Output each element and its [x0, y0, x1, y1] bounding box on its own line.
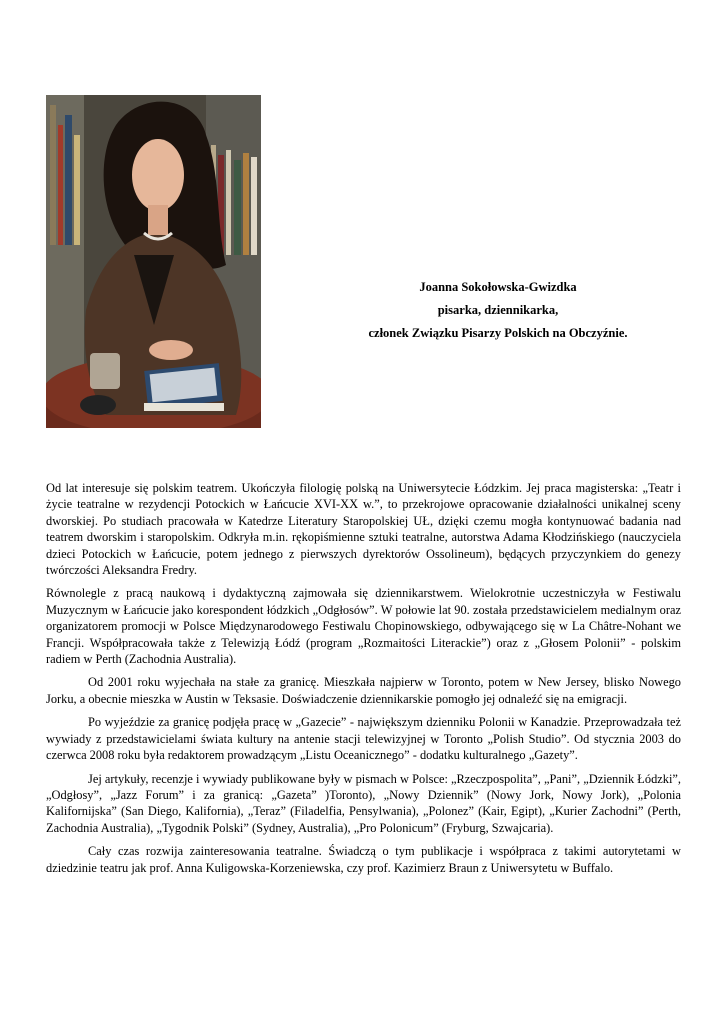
paragraph: Od 2001 roku wyjechała na stałe za granicę. Mieszkała najpierw w Toronto, potem w New Jersey, blisko Nowego Jorku, a obecnie mieszka w Austin w Teksasie. Doświadczenie dziennikarskie pomogło jej odnaleźć się na emigracji. — [46, 675, 681, 706]
author-header — [318, 276, 678, 345]
author-name: Joanna Sokołowska-Gwizdka — [419, 280, 577, 294]
author-membership: członek Związku Pisarzy Polskich na Obczyźnie. — [368, 326, 628, 340]
author-roles: pisarka, dziennikarka, — [437, 303, 559, 317]
paragraph: Jej artykuły, recenzje i wywiady publikowane były w pismach w Polsce: „Rzeczpospolita”, „Pani”, „Dziennik Łódzki”, „Odgłosy”, „Jazz Forum” i za granicą: „Gazeta” )Toronto), „Nowy Dziennik” (Nowy Jork, Nowy Jork), „Polonia Kalifornijska” (San Diego, Kalifornia), „Teraz” (Filadelfia, Pensylwania), „Polonez” (Kair, Egipt), „Kurier Zachodni” (Perth, Zachodnia Australia), „Tygodnik Polski” (Sydney, Australia), „Pro Polonicum” (Fryburg, Szwajcaria). — [46, 771, 681, 835]
paragraph: Od lat interesuje się polskim teatrem. Ukończyła filologię polską na Uniwersytecie Łódzkim. Jej praca magisterska: „Teatr i życie teatralne w rezydencji Potockich w Łańcucie XVI-XX w.”, to przekrojowe opracowanie działalności unikalnej sceny dworskiej. Po studiach pracowała w Katedrze Literatury Staropolskiej UŁ, dzięki czemu mogła kontynuować badania nad teatrem dworskim i staropolskim. Odkryła m.in. rękopiśmienne sztuki teatralne, autorstwa Adama Kłodzińskiego (nauczyciela dzieci Potockich w Łańcucie, potem jednego z pierwszych dyrektorów Ossolineum), będących przyczynkiem do genezy twórczości Aleksandra Fredry. — [46, 481, 681, 578]
biography-text — [46, 480, 681, 883]
paragraph: Równolegle z pracą naukową i dydaktyczną zajmowała się dziennikarstwem. Wielokrotnie uczestniczyła w Festiwalu Muzycznym w Łańcucie jako korespondent łódzkich „Odgłosów”. W połowie lat 90. została przedstawicielem medialnym oraz organizatorem promocji w Polsce Międzynarodowego Festiwalu Chopinowskiego, odbywającego się w La Châtre-Nohant we Francji. Współpracowała także z Telewizją Łódź (program „Rozmaitości Literackie”) oraz z „Głosem Polonii” - polskim radiem w Perth (Zachodnia Australia). — [46, 586, 681, 667]
paragraph: Po wyjeździe za granicę podjęła pracę w „Gazecie” - największym dzienniku Polonii w Kanadzie. Przeprowadzała też wywiady z przedstawicielami świata kultury na antenie stacji telewizyjnej w Toronto „Polish Studio”. Od stycznia 2003 do czerwca 2008 roku była redaktorem prowadzącym „Listu Oceanicznego” - dodatku kulturalnego „Gazety”. — [46, 715, 681, 763]
author-portrait-photo — [46, 95, 261, 428]
paragraph: Cały czas rozwija zainteresowania teatralne. Świadczą o tym publikacje i współpraca z takimi autorytetami w dziedzinie teatru jak prof. Anna Kuligowska-Korzeniewska, czy prof. Kazimierz Braun z Uniwersytetu w Buffalo. — [46, 844, 681, 875]
